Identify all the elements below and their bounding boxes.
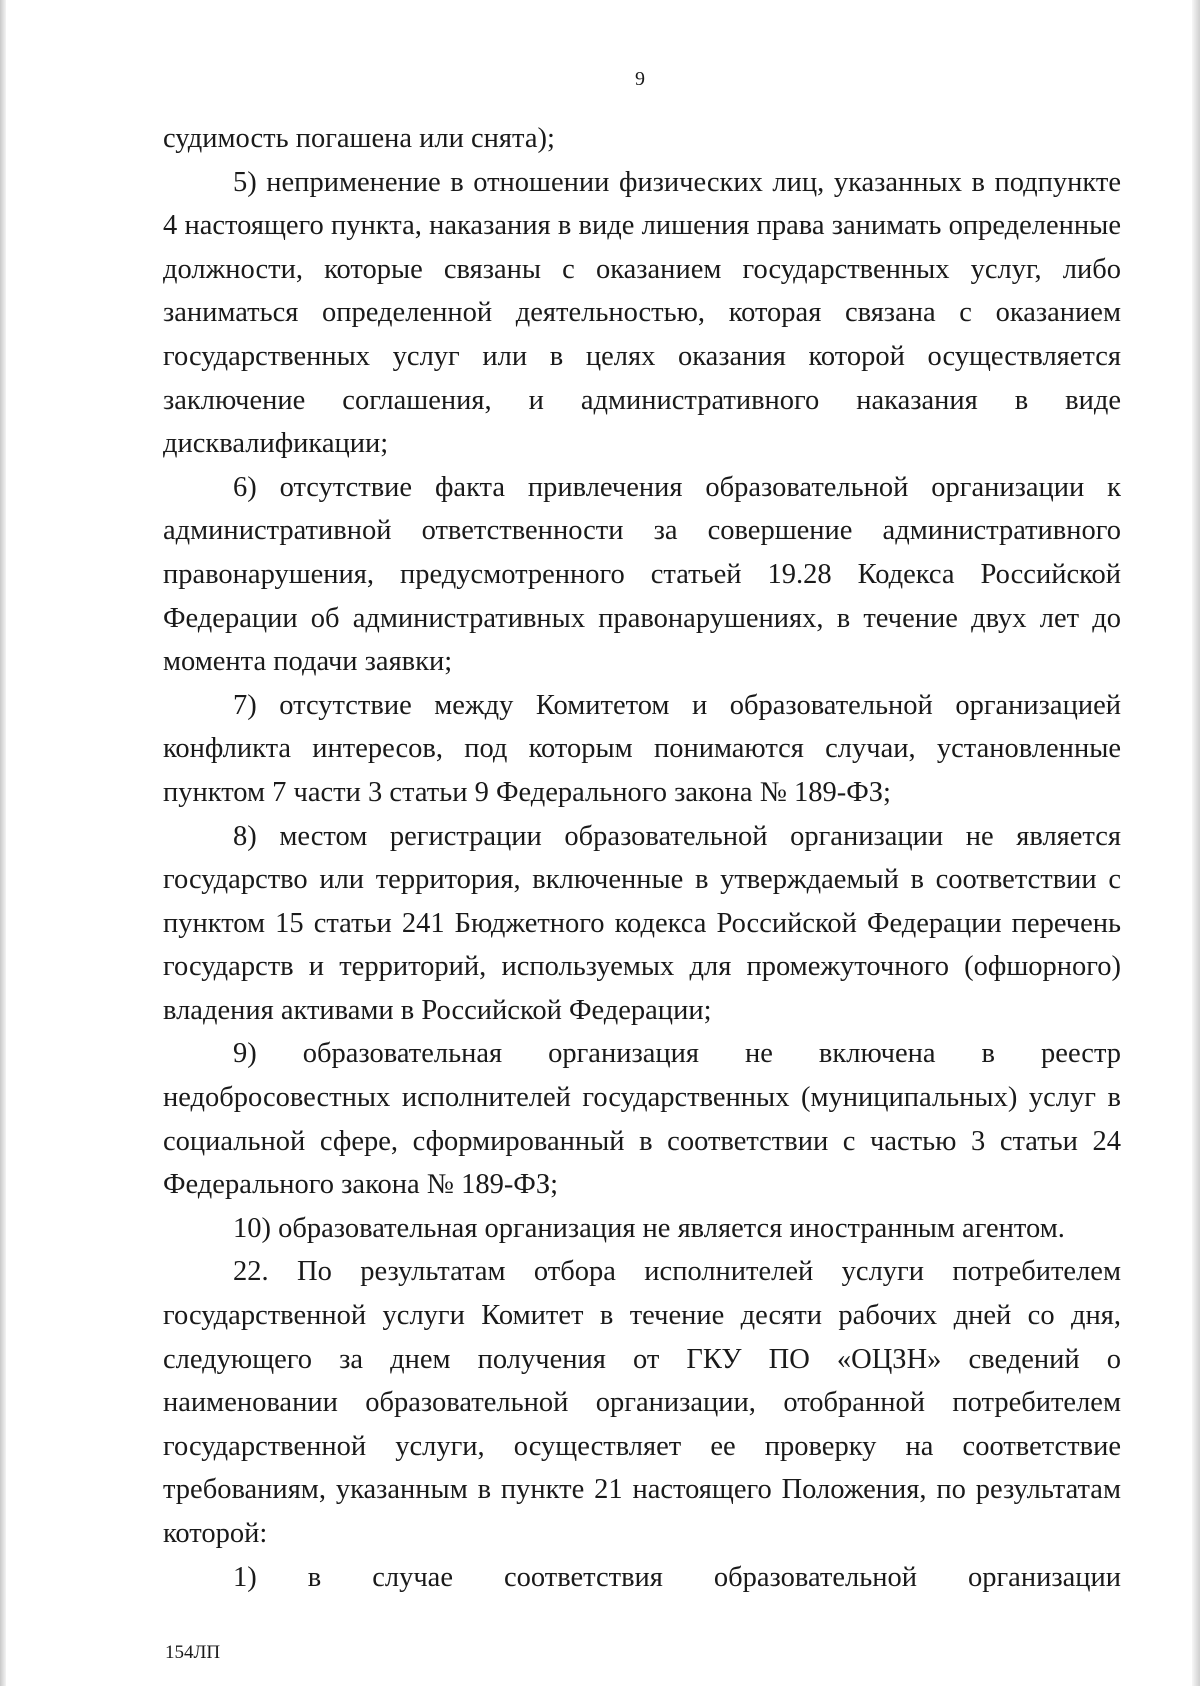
paragraph-item-5: 5) неприменение в отношении физических лиц, указанных в подпункте 4 настоящего пункта, наказания в виде лишения права занимать определенные должности, которые связаны с оказанием государственных услуг, либо заниматься определенной деятельностью, которая связана с оказанием государственных услуг или в целях оказания которой осуществляется заключение соглашения, и административного наказания в виде дисквалификации; bbox=[163, 166, 1121, 460]
paragraph-clause-22: 22. По результатам отбора исполнителей услуги потребителем государственной услуги Комитет в течение десяти рабочих дней со дня, следующего за днем получения от ГКУ ПО «ОЦЗН» сведений о наименовании образовательной организации, отобранной потребителем государственной услуги, осуществляет ее проверку на соответствие требованиям, указанным в пункте 21 настоящего Положения, по результатам которой: bbox=[163, 1256, 1121, 1549]
paragraph-subitem-1: 1) в случае соответствия образовательной организации bbox=[233, 1561, 1121, 1593]
paragraph-item-10: 10) образовательная организация не является иностранным агентом. bbox=[233, 1212, 1065, 1244]
paragraph-item-7: 7) отсутствие между Комитетом и образовательной организацией конфликта интересов, под которым понимаются случаи, установленные пунктом 7 части 3 статьи 9 Федерального закона № 189-ФЗ; bbox=[163, 689, 1121, 808]
document-body bbox=[163, 117, 1121, 1599]
paragraph-item-8: 8) местом регистрации образовательной организации не является государство или территория, включенные в утверждаемый в соответствии с пунктом 15 статьи 241 Бюджетного кодекса Российской Федерации перечень государств и территорий, используемых для промежуточного (офшорного) владения активами в Российской Федерации; bbox=[163, 820, 1121, 1026]
paragraph-continuation: судимость погашена или снята); bbox=[163, 123, 555, 154]
paragraph-item-9: 9) образовательная организация не включена в реестр недобросовестных исполнителей государственных (муниципальных) услуг в социальной сфере, сформированный в соответствии с частью 3 статьи 24 Федерального закона № 189-ФЗ; bbox=[163, 1038, 1121, 1201]
paragraph-item-6: 6) отсутствие факта привлечения образовательной организации к административной ответственности за совершение административного правонарушения, предусмотренного статьей 19.28 Кодекса Российской Федерации об административных правонарушениях, в течение двух лет до момента подачи заявки; bbox=[163, 471, 1121, 678]
scan-edge-right bbox=[1192, 0, 1200, 1686]
scan-edge-left bbox=[0, 0, 6, 1686]
document-code: 154ЛП bbox=[165, 1642, 221, 1663]
page-number: 9 bbox=[635, 68, 645, 90]
